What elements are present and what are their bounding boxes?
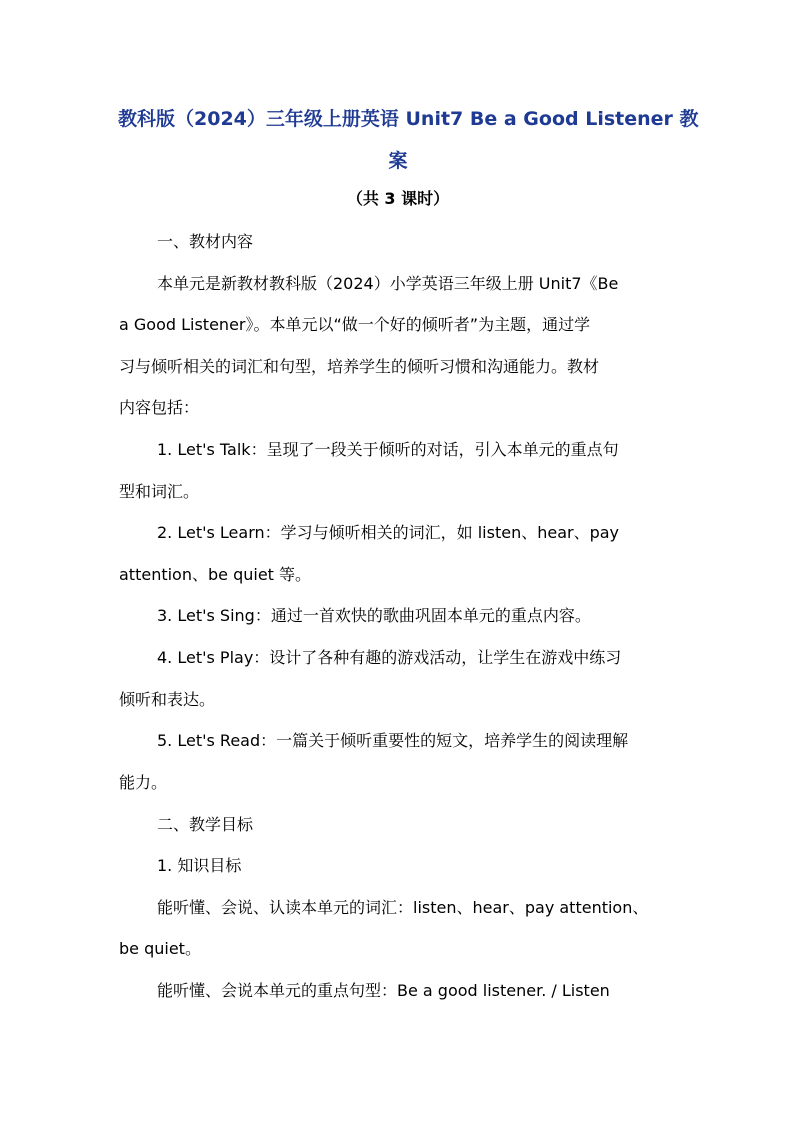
paragraph-line: 内容包括： bbox=[119, 398, 200, 417]
list-item-line: 4. Let's Play：设计了各种有趣的游戏活动，让学生在游戏中练习 bbox=[157, 648, 622, 667]
paragraph-line: 能听懂、会说本单元的重点句型：Be a good listener. / Listen bbox=[157, 981, 610, 1000]
document-title-line-1: 教科版（2024）三年级上册英语 Unit7 Be a Good Listener 教 bbox=[118, 108, 699, 130]
paragraph-line: 本单元是新教材教科版（2024）小学英语三年级上册 Unit7《Be bbox=[157, 274, 619, 293]
paragraph-line: 能听懂、会说、认读本单元的词汇：listen、hear、pay attention、 bbox=[157, 898, 649, 917]
list-item-line: 5. Let's Read：一篇关于倾听重要性的短文，培养学生的阅读理解 bbox=[157, 731, 629, 750]
section-heading-objectives: 二、教学目标 bbox=[157, 815, 254, 834]
list-item-line: 型和词汇。 bbox=[119, 482, 200, 501]
subsection-heading: 1. 知识目标 bbox=[157, 856, 242, 875]
paragraph-line: a Good Listener》。本单元以“做一个好的倾听者”为主题，通过学 bbox=[119, 315, 591, 334]
list-item-line: attention、be quiet 等。 bbox=[119, 565, 312, 584]
document-subtitle: （共 3 课时） bbox=[346, 189, 450, 208]
list-item-line: 3. Let's Sing：通过一首欢快的歌曲巩固本单元的重点内容。 bbox=[157, 606, 591, 625]
section-heading-materials: 一、教材内容 bbox=[157, 232, 254, 251]
paragraph-line: 习与倾听相关的词汇和句型，培养学生的倾听习惯和沟通能力。教材 bbox=[119, 357, 600, 376]
list-item-line: 1. Let's Talk：呈现了一段关于倾听的对话，引入本单元的重点句 bbox=[157, 440, 619, 459]
list-item-line: 倾听和表达。 bbox=[119, 690, 216, 709]
paragraph-line: be quiet。 bbox=[119, 939, 201, 958]
list-item-line: 2. Let's Learn：学习与倾听相关的词汇，如 listen、hear、pay bbox=[157, 523, 620, 542]
list-item-line: 能力。 bbox=[119, 773, 168, 792]
document-title-line-2: 案 bbox=[388, 150, 408, 172]
